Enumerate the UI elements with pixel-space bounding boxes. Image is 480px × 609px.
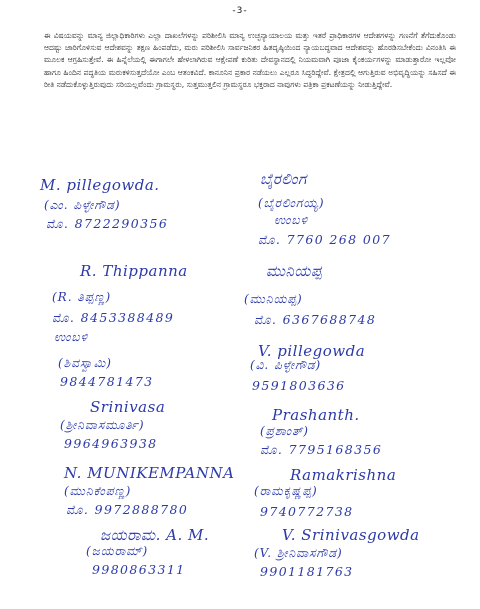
- signature-line: (ಶಿವಸ್ವಾಮಿ): [58, 356, 112, 370]
- signature-line: ಮೊ. 7760 268 007: [258, 232, 391, 247]
- signature-line: 9901181763: [260, 564, 354, 579]
- signature-line: V. pillegowda: [258, 342, 366, 360]
- signature-line: (V. ಶ್ರೀನಿವಾಸಗೌಡ): [254, 546, 343, 560]
- signature-line: R. Thippanna: [80, 262, 188, 280]
- signature-line: (ಎಂ. ಪಿಳ್ಳೇಗೌಡ): [44, 198, 121, 212]
- signature-line: ಬೈರಲಿಂಗ: [260, 170, 307, 188]
- signature-line: ಮೊ. 8722290356: [46, 216, 169, 231]
- signature-line: (ಮುನಿಯಪ್ಪ): [244, 292, 303, 306]
- signature-line: ಮೊ. 9972888780: [66, 502, 189, 517]
- signature-line: ಜಯರಾಮ. A. M.: [100, 526, 210, 544]
- signature-line: 9980863311: [92, 562, 186, 577]
- signature-line: ಮೊ. 8453388489: [52, 310, 175, 325]
- signature-line: 9964963938: [64, 436, 158, 451]
- signature-line: (ಪ್ರಶಾಂತ್): [260, 424, 309, 438]
- signature-line: (ವಿ. ಪಿಳ್ಳೇಗೌಡ): [250, 358, 322, 372]
- signature-line: V. Srinivasgowda: [282, 526, 420, 544]
- page-number: -3-: [232, 6, 248, 16]
- signature-line: M. pillegowda.: [40, 176, 160, 194]
- signature-line: ಮುನಿಯಪ್ಪ: [266, 262, 323, 280]
- signature-line: (ಶ್ರೀನಿವಾಸಮೂರ್ತಿ): [60, 418, 145, 432]
- signature-line: (ಬೈರಲಿಂಗಯ್ಯ): [258, 196, 325, 210]
- signature-line: 9740772738: [260, 504, 354, 519]
- signature-line: ಉಂಬಳಿ: [54, 330, 89, 344]
- signature-line: 9591803636: [252, 378, 346, 393]
- signature-line: (R. ತಿಪ್ಪಣ್ಣ): [52, 290, 112, 304]
- signature-line: (ಮುನಿಕೆಂಪಣ್ಣ): [64, 484, 132, 498]
- body-paragraph: ಈ ವಿಷಯವನ್ನು ಮಾನ್ಯ ಜಿಲ್ಲಾಧಿಕಾರಿಗಳು ಎಲ್ಲಾ ದಾಖಲೆಗಳನ್ನು ಪರಿಶೀಲಿಸಿ ಮಾನ್ಯ ಉಚ್ಛನ್ಯಾಯಾಲಯ ಮತ್ತು ಇತರೆ ಪ್ರಾಧಿಕಾರಗಳ ಆದೇಶಗಳನ್ನು ಗಣನೆಗೆ ತೆಗೆದುಕೊಂಡು ಆದಷ್ಟು ಜಾರಿಗೊಳಿಸುವ ಆದೇಶವನ್ನು ತಕ್ಷಣ ಹಿಂಪಡೆದು, ಮರು ಪರಿಶೀಲಿಸಿ ಸಾರ್ವಜನಿಕರ ಹಿತದೃಷ್ಠಿಯಿಂದ ನ್ಯಾಯಬದ್ಧವಾದ ಆದೇಶವನ್ನು ಹೊರಡಿಸಬೇಕೆಂದು ವಿನಂತಿಸಿ ಈ ಮೂಲಕ ಆಗ್ರಹಿಸುತ್ತೇವೆ. ಈ ಹಿನ್ನೆಲೆಯಲ್ಲಿ ಈಗಾಗಲೇ ಹೇಳಲಾಗಿರುವ ಆಕ್ಷೇಪಣೆ ಕುರಿತು ದೇವಸ್ಥಾನದಲ್ಲಿ ನಿಯಮವಾಗಿ ಪೂಜಾ ಕೈಂಕರ್ಯಗಳನ್ನು ಮಾಡುತ್ತಾರೋ ಇಲ್ಲವೋ ಹಾಗೂ ಹಿಂದಿನ ಪದ್ಧತಿಯ ಮರುಕಳಿಸುತ್ತದೆಯೋ ಎಂಬ ಆತಂಕವಿದೆ. ಕಾನೂನಿನ ಪ್ರಕಾರ ನಡೆಯಲು ಎಲ್ಲರೂ ಸಿದ್ಧರಿದ್ದೇವೆ. ಕ್ಷೇತ್ರದಲ್ಲಿ ಆಗುತ್ತಿರುವ ಅಭಿವೃದ್ಧಿಯನ್ನು ಸಹಿಸದೆ ಈ ರೀತಿ ನಡೆದುಕೊಳ್ಳುತ್ತಿರುವುದು ಸರಿಯಲ್ಲವೆಂದು ಗ್ರಾಮಸ್ಥರು, ಸುತ್ತಮುತ್ತಲಿನ ಗ್ರಾಮಸ್ಥರೂ ಭಕ್ತರಾದ ನಾವುಗಳು ಪತ್ರಿಕಾ ಪ್ರಕಟಣೆಯನ್ನು ನೀಡುತ್ತಿದ್ದೇವೆ.: [44, 31, 456, 89]
- signature-line: ಮೊ. 7795168356: [260, 442, 383, 457]
- signature-line: (ರಾಮಕೃಷ್ಣಪ್ಪ): [254, 484, 318, 498]
- signature-line: N. MUNIKEMPANNA: [64, 464, 235, 482]
- signature-line: (ಜಯರಾಮ್): [86, 544, 149, 558]
- signature-line: ಉಂಬಳಿ: [274, 213, 309, 227]
- signature-line: Ramakrishna: [290, 466, 397, 484]
- signature-line: Prashanth.: [272, 406, 360, 424]
- signature-line: ಮೊ. 6367688748: [254, 312, 377, 327]
- signature-line: Srinivasa: [90, 398, 166, 416]
- signature-line: 9844781473: [60, 374, 154, 389]
